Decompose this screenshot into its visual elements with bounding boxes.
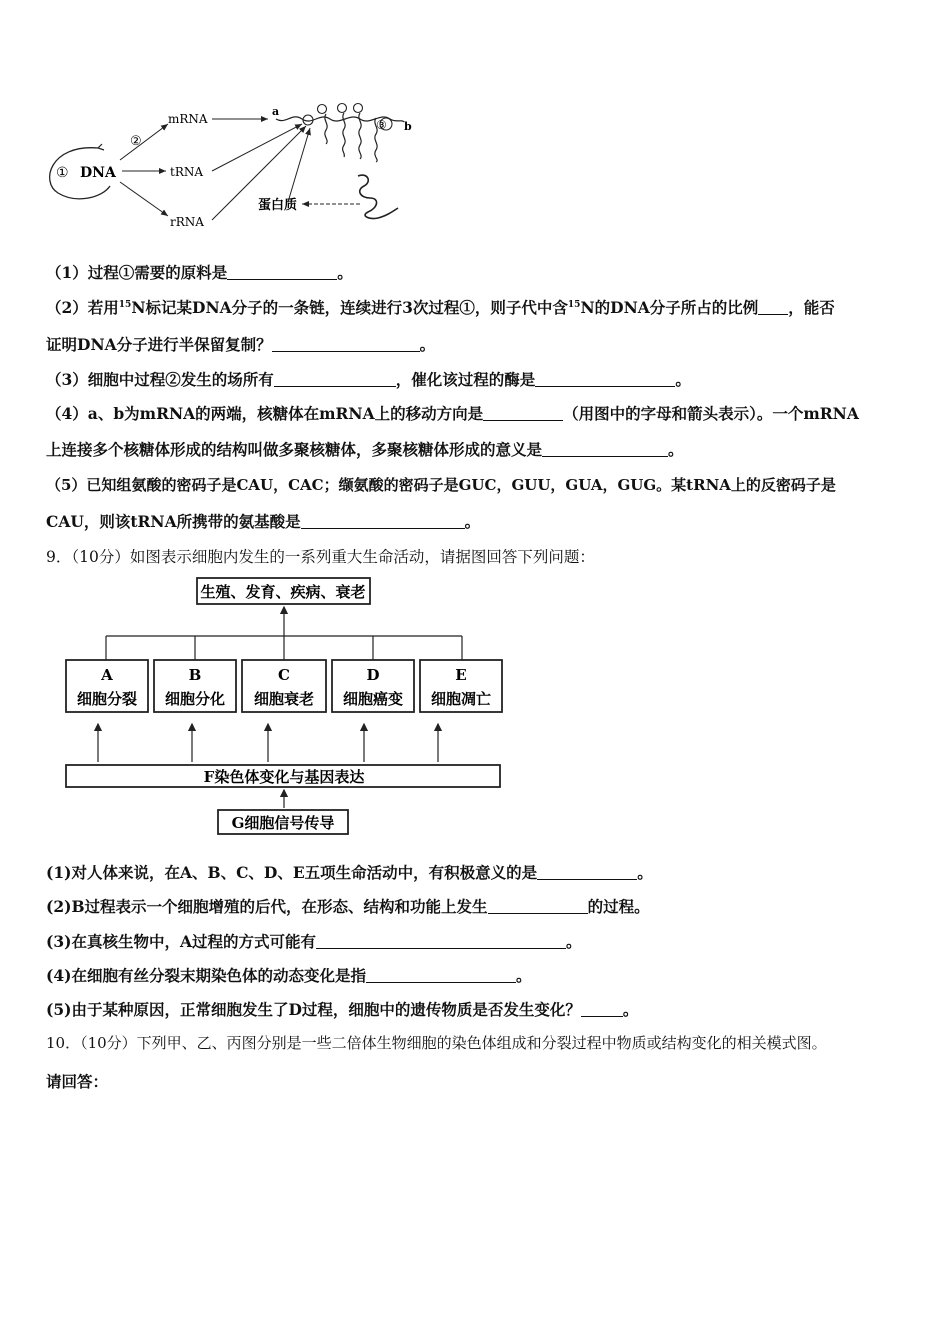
q8-part-2-cont: 证明DNA分子进行半保留复制？ 。 (46, 335, 436, 354)
end-b-label: b (404, 120, 412, 133)
answer-blank[interactable] (581, 1015, 623, 1017)
g-box-label: G细胞信号传导 (231, 814, 335, 832)
answer-blank[interactable] (542, 455, 668, 457)
q9-header: 9．（10分）如图表示细胞内发生的一系列重大生命活动，请据图回答下列问题： (46, 548, 595, 566)
dna-label: DNA (80, 165, 116, 181)
box-e-letter: E (455, 666, 467, 684)
gene-expression-diagram (40, 98, 430, 238)
q10-header: 10．（10分）下列甲、乙、丙图分别是一些二倍体生物细胞的染色体组成和分裂过程中物质或结构变化的相关模式图。 (46, 1034, 827, 1052)
q8-part-5: （5）已知组氨酸的密码子是CAU，CAC；缬氨酸的密码子是GUC，GUU，GUA，GUG。某tRNA上的反密码子是 (46, 476, 836, 494)
top-box-label: 生殖、发育、疾病、衰老 (200, 583, 366, 601)
answer-blank[interactable] (758, 313, 788, 315)
q9-sub-3: (3)在真核生物中，A过程的方式可能有 。 (46, 932, 582, 951)
q8-part-4: （4）a、b为mRNA的两端，核糖体在mRNA上的移动方向是 （用图中的字母和箭头表示）。一个mRNA (46, 404, 859, 423)
q8-part-5-cont: CAU，则该tRNA所携带的氨基酸是 。 (46, 512, 481, 531)
trna-label: tRNA (170, 165, 204, 179)
box-d-letter: D (366, 666, 380, 684)
answer-blank[interactable] (227, 278, 337, 280)
box-b-label: 细胞分化 (164, 690, 226, 708)
q9-sub-1: (1)对人体来说，在A、B、C、D、E五项生命活动中，有积极意义的是 。 (46, 863, 653, 882)
q8-part-4-cont: 上连接多个核糖体形成的结构叫做多聚核糖体，多聚核糖体形成的意义是 。 (46, 440, 684, 459)
box-c-label: 细胞衰老 (253, 690, 315, 708)
process-3-label: ③ (376, 118, 387, 132)
rrna-label: rRNA (170, 215, 204, 229)
answer-blank[interactable] (272, 350, 420, 352)
mrna-label: mRNA (168, 112, 208, 126)
answer-blank[interactable] (488, 912, 588, 914)
answer-blank[interactable] (535, 385, 675, 387)
answer-blank[interactable] (274, 385, 396, 387)
f-box-label: F染色体变化与基因表达 (203, 768, 365, 786)
box-e-label: 细胞凋亡 (430, 690, 492, 708)
box-c-letter: C (278, 666, 290, 684)
protein-label: 蛋白质 (258, 198, 298, 213)
answer-blank[interactable] (483, 419, 563, 421)
answer-blank[interactable] (537, 878, 637, 880)
q10-header-cont: 请回答： (46, 1072, 109, 1091)
box-b-letter: B (188, 666, 202, 684)
answer-blank[interactable] (301, 527, 465, 529)
q9-sub-2: (2)B过程表示一个细胞增殖的后代，在形态、结构和功能上发生 的过程。 (46, 897, 650, 916)
answer-blank[interactable] (366, 981, 516, 983)
q8-part-2: （2）若用$^{15}$N标记某DNA分子的一条链，连续进行3次过程①，则子代中含$^{15}$N的DNA分子所占的比例 ，能否 (46, 298, 835, 317)
box-a-letter: A (101, 666, 113, 684)
cell-life-activities-diagram (60, 574, 510, 840)
box-d-label: 细胞癌变 (342, 690, 404, 708)
answer-blank[interactable] (316, 947, 566, 949)
process-1-label: ① (56, 165, 69, 181)
end-a-label: a (272, 105, 280, 118)
box-a-label: 细胞分裂 (76, 690, 138, 708)
q8-part-1: （1）过程①需要的原料是 。 (46, 263, 353, 282)
q9-sub-5: (5)由于某种原因，正常细胞发生了D过程，细胞中的遗传物质是否发生变化？ 。 (46, 1000, 639, 1019)
protein-shape (358, 175, 398, 218)
q9-sub-4: (4)在细胞有丝分裂末期染色体的动态变化是指 。 (46, 966, 532, 985)
process-2-label: ② (130, 134, 142, 149)
q8-part-3: （3）细胞中过程②发生的场所有 ，催化该过程的酶是 。 (46, 370, 691, 389)
